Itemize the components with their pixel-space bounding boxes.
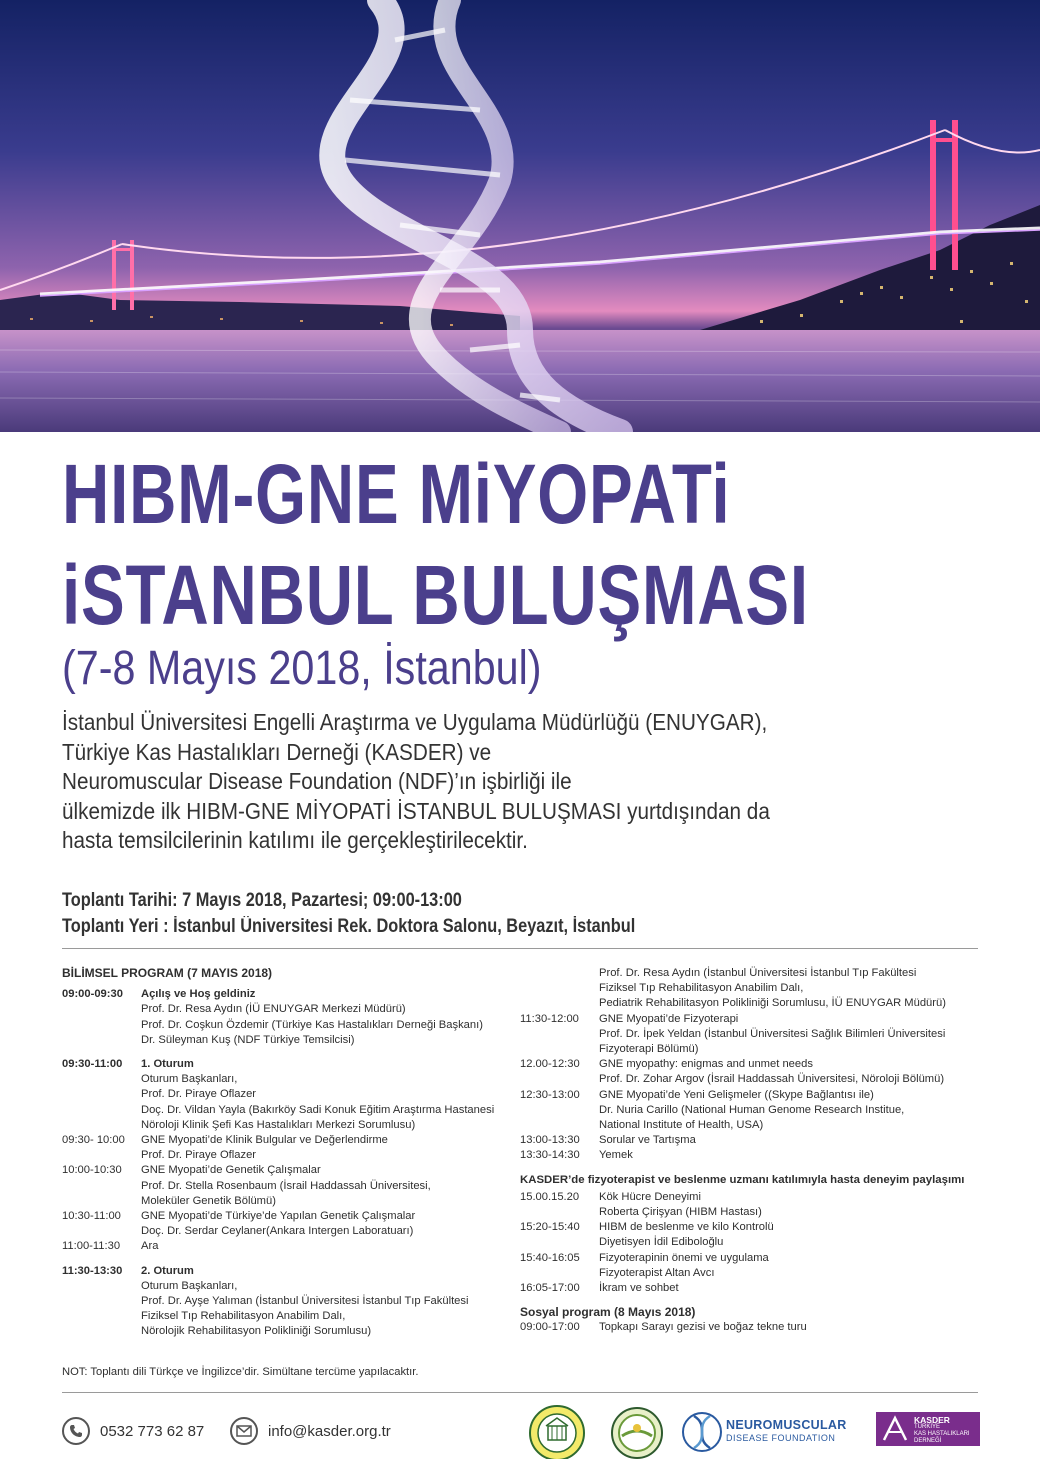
- program-row: [520, 966, 990, 1012]
- program-item: Fizyoterapinin önemi ve uygulama: [599, 1251, 769, 1264]
- phone-icon: [62, 1417, 90, 1445]
- program-time: 16:05-17:00: [520, 1282, 580, 1295]
- program-item: Nörolojik Rehabilitasyon Polikliniği Sorumlusu): [141, 1325, 372, 1338]
- kasder-heading: KASDER’de fizyoterapist ve beslenme uzmanı katılımıyla hasta deneyim paylaşımı: [520, 1173, 965, 1186]
- ndf-logo: [682, 1408, 857, 1456]
- program-left-column: [62, 966, 512, 1340]
- program-item: Prof. Dr. Ayşe Yalıman (İstanbul Üniversitesi İstanbul Tıp Fakültesi: [141, 1295, 469, 1308]
- program-item: Kök Hücre Deneyimi: [599, 1190, 701, 1203]
- divider: [62, 948, 978, 949]
- program-item: Oturum Başkanları,: [141, 1279, 238, 1292]
- program-item: Nöroloji Klinik Şefi Kas Hastalıkları Merkezi Sorumlusu): [141, 1118, 416, 1131]
- envelope-icon: [230, 1417, 258, 1445]
- program-row: [520, 1088, 990, 1134]
- istanbul-university-logo: [528, 1404, 586, 1459]
- program-time: 13:00-13:30: [520, 1134, 580, 1147]
- kasder-logo-subtext: TÜRKİYE: [914, 1424, 941, 1430]
- program-row: [62, 1239, 512, 1254]
- program-item: Fiziksel Tıp Rehabilitasyon Anabilim Dalı,: [141, 1310, 346, 1323]
- program-row: [520, 1281, 990, 1296]
- program-item: Topkapı Sarayı gezisi ve boğaz tekne turu: [599, 1321, 807, 1334]
- program-item: HIBM de beslenme ve kilo Kontrolü: [599, 1221, 774, 1234]
- phone-number[interactable]: 0532 773 62 87: [100, 1422, 205, 1440]
- program-time: 11:30-12:00: [520, 1012, 579, 1025]
- program-item: Pediatrik Rehabilitasyon Polikliniği Sorumlusu, İÜ ENUYGAR Müdürü): [599, 997, 946, 1010]
- divider: [62, 1392, 978, 1393]
- program-row: [520, 1012, 990, 1058]
- program-item: Roberta Çirişyan (HIBM Hastası): [599, 1206, 762, 1219]
- program-item: Prof. Dr. Coşkun Özdemir (Türkiye Kas Hastalıkları Derneği Başkanı): [141, 1018, 483, 1031]
- program-row: [62, 1133, 512, 1163]
- program-item: Oturum Başkanları,: [141, 1073, 238, 1086]
- program-item: Ara: [141, 1240, 159, 1253]
- program-item: Prof. Dr. Piraye Oflazer: [141, 1149, 257, 1162]
- program-item: Diyetisyen İdil Ediboloğlu: [599, 1236, 724, 1249]
- title-line-2: iSTANBUL BULUŞMASI: [62, 548, 809, 642]
- program-item: GNE Myopati’de Türkiye’de Yapılan Genetik Çalışmalar: [141, 1210, 416, 1223]
- email-contact: [230, 1417, 391, 1445]
- program-heading: BİLİMSEL PROGRAM (7 MAYIS 2018): [62, 966, 273, 980]
- program-item: Yemek: [599, 1149, 633, 1162]
- program-row: [520, 1190, 990, 1220]
- program-row: [62, 987, 512, 1048]
- program-time: 15:20-15:40: [520, 1221, 580, 1234]
- hero-image: [0, 0, 1040, 432]
- kasder-logo-subtext: DERNEĞİ: [914, 1438, 942, 1444]
- program-item: Dr. Süleyman Kuş (NDF Türkiye Temsilcisi): [141, 1033, 355, 1046]
- program-item: Prof. Dr. Resa Aydın (İÜ ENUYGAR Merkezi Müdürü): [141, 1003, 406, 1016]
- program-time: 11:00-11:30: [62, 1240, 121, 1253]
- program-time: 09:30- 10:00: [62, 1134, 125, 1147]
- program-row: [520, 1320, 990, 1335]
- kasder-emblem-icon: [880, 1414, 910, 1444]
- program-item: Fizyoterapi Bölümü): [599, 1043, 699, 1056]
- ndf-logo-subtext: DISEASE FOUNDATION: [726, 1433, 836, 1443]
- program-item: 2. Oturum: [141, 1264, 194, 1277]
- language-note: NOT: Toplantı dili Türkçe ve İngilizce’dir. Simültane tercüme yapılacaktır.: [62, 1366, 419, 1378]
- program-time: 09:00-17:00: [520, 1321, 580, 1334]
- program-item: İkram ve sohbet: [599, 1282, 679, 1295]
- program-item: Prof. Dr. Resa Aydın (İstanbul Üniversitesi İstanbul Tıp Fakültesi: [599, 967, 917, 979]
- email-address[interactable]: info@kasder.org.tr: [268, 1422, 391, 1440]
- meeting-date: Toplantı Tarihi: 7 Mayıs 2018, Pazartesi; 09:00-13:00: [62, 890, 462, 911]
- title-line-1: HIBM-GNE MiYOPATi: [62, 447, 731, 541]
- program-row: [62, 1057, 512, 1133]
- program-item: National Institute of Health, USA): [599, 1119, 764, 1132]
- intro-line: hasta temsilcilerinin katılımı ile gerçekleştirilecektir.: [62, 827, 528, 853]
- program-item: Sorular ve Tartışma: [599, 1134, 696, 1147]
- bosphorus-bridge-dna-illustration: [0, 0, 1040, 432]
- program-time: 11:30-13:30: [62, 1264, 123, 1277]
- program-item: Moleküler Genetik Bölümü): [141, 1194, 276, 1207]
- program-time: 13:30-14:30: [520, 1149, 580, 1162]
- program-item: Prof. Dr. Zohar Argov (İsrail Haddassah Üniversitesi, Nöroloji Bölümü): [599, 1073, 945, 1086]
- program-item: Prof. Dr. Stella Rosenbaum (İsrail Haddassah Üniversitesi,: [141, 1179, 431, 1192]
- meeting-place: Toplantı Yeri : İstanbul Üniversitesi Rek. Doktora Salonu, Beyazıt, İstanbul: [62, 916, 636, 937]
- ndf-logo-text: NEUROMUSCULAR: [726, 1418, 847, 1432]
- kasder-logo-text: KASDER: [914, 1415, 950, 1425]
- program-row: [520, 1251, 990, 1281]
- program-item: GNE Myopati’de Genetik Çalışmalar: [141, 1164, 321, 1177]
- meeting-info: [62, 888, 729, 940]
- kasder-logo-subtext: KAS HASTALIKLARI: [914, 1431, 970, 1437]
- program-item: Prof. Dr. İpek Yeldan (İstanbul Üniversitesi Sağlık Bilimleri Üniversitesi: [599, 1027, 946, 1040]
- program-time: 15.00.15.20: [520, 1190, 580, 1203]
- program-item: Açılış ve Hoş geldiniz: [141, 988, 256, 1001]
- program-row: [520, 1133, 990, 1148]
- program-item: Dr. Nuria Carillo (National Human Genome Research Institue,: [599, 1103, 905, 1116]
- program-item: Prof. Dr. Piraye Oflazer: [141, 1088, 257, 1101]
- program-item: GNE Myopati’de Fizyoterapi: [599, 1012, 739, 1025]
- kasder-logo: [876, 1412, 980, 1446]
- program-item: Fiziksel Tıp Rehabilitasyon Anabilim Dalı,: [599, 982, 804, 995]
- program-row: [62, 1209, 512, 1239]
- intro-line: ülkemizde ilk HIBM-GNE MİYOPATİ İSTANBUL BULUŞMASI yurtdışından da: [62, 797, 770, 824]
- social-heading: Sosyal program (8 Mayıs 2018): [520, 1305, 696, 1320]
- program-item: Doç. Dr. Vildan Yayla (Bakırköy Sadi Konuk Eğitim Araştırma Hastanesi: [141, 1103, 495, 1116]
- program-item: GNE myopathy: enigmas and unmet needs: [599, 1058, 813, 1071]
- intro-line: İstanbul Üniversitesi Engelli Araştırma ve Uygulama Müdürlüğü (ENUYGAR),: [62, 709, 768, 735]
- program-time: 12:30-13:00: [520, 1088, 580, 1101]
- program-right-column: [520, 966, 990, 1336]
- program-item: Doç. Dr. Serdar Ceylaner(Ankara Intergen Laboratuarı): [141, 1225, 414, 1238]
- program-time: 15:40-16:05: [520, 1251, 580, 1264]
- program-row: [520, 1220, 990, 1250]
- intro-line: Neuromuscular Disease Foundation (NDF)’ın işbirliği ile: [62, 768, 572, 794]
- program-item: GNE Myopati’de Yeni Gelişmeler ((Skype Bağlantısı ile): [599, 1088, 874, 1101]
- program-row: [520, 1148, 990, 1163]
- program-time: 10:00-10:30: [62, 1164, 122, 1177]
- program-item: GNE Myopati’de Klinik Bulgular ve Değerlendirme: [141, 1134, 388, 1147]
- program-row: [520, 1057, 990, 1087]
- subtitle: (7-8 Mayıs 2018, İstanbul): [62, 642, 542, 695]
- program-time: 12.00-12:30: [520, 1058, 580, 1071]
- intro-paragraph: [62, 708, 1022, 856]
- program-item: 1. Oturum: [141, 1058, 194, 1071]
- program-time: 10:30-11:00: [62, 1210, 121, 1223]
- program-time: 09:00-09:30: [62, 988, 123, 1001]
- program-row: [62, 1264, 512, 1340]
- intro-line: Türkiye Kas Hastalıkları Derneği (KASDER) ve: [62, 738, 492, 765]
- phone-contact: [62, 1417, 204, 1445]
- program-item: Fizyoterapist Altan Avcı: [599, 1266, 715, 1279]
- dna-icon: [682, 1408, 722, 1456]
- program-time: 09:30-11:00: [62, 1058, 123, 1071]
- program-row: [62, 1163, 512, 1209]
- enuygar-logo: [610, 1406, 664, 1459]
